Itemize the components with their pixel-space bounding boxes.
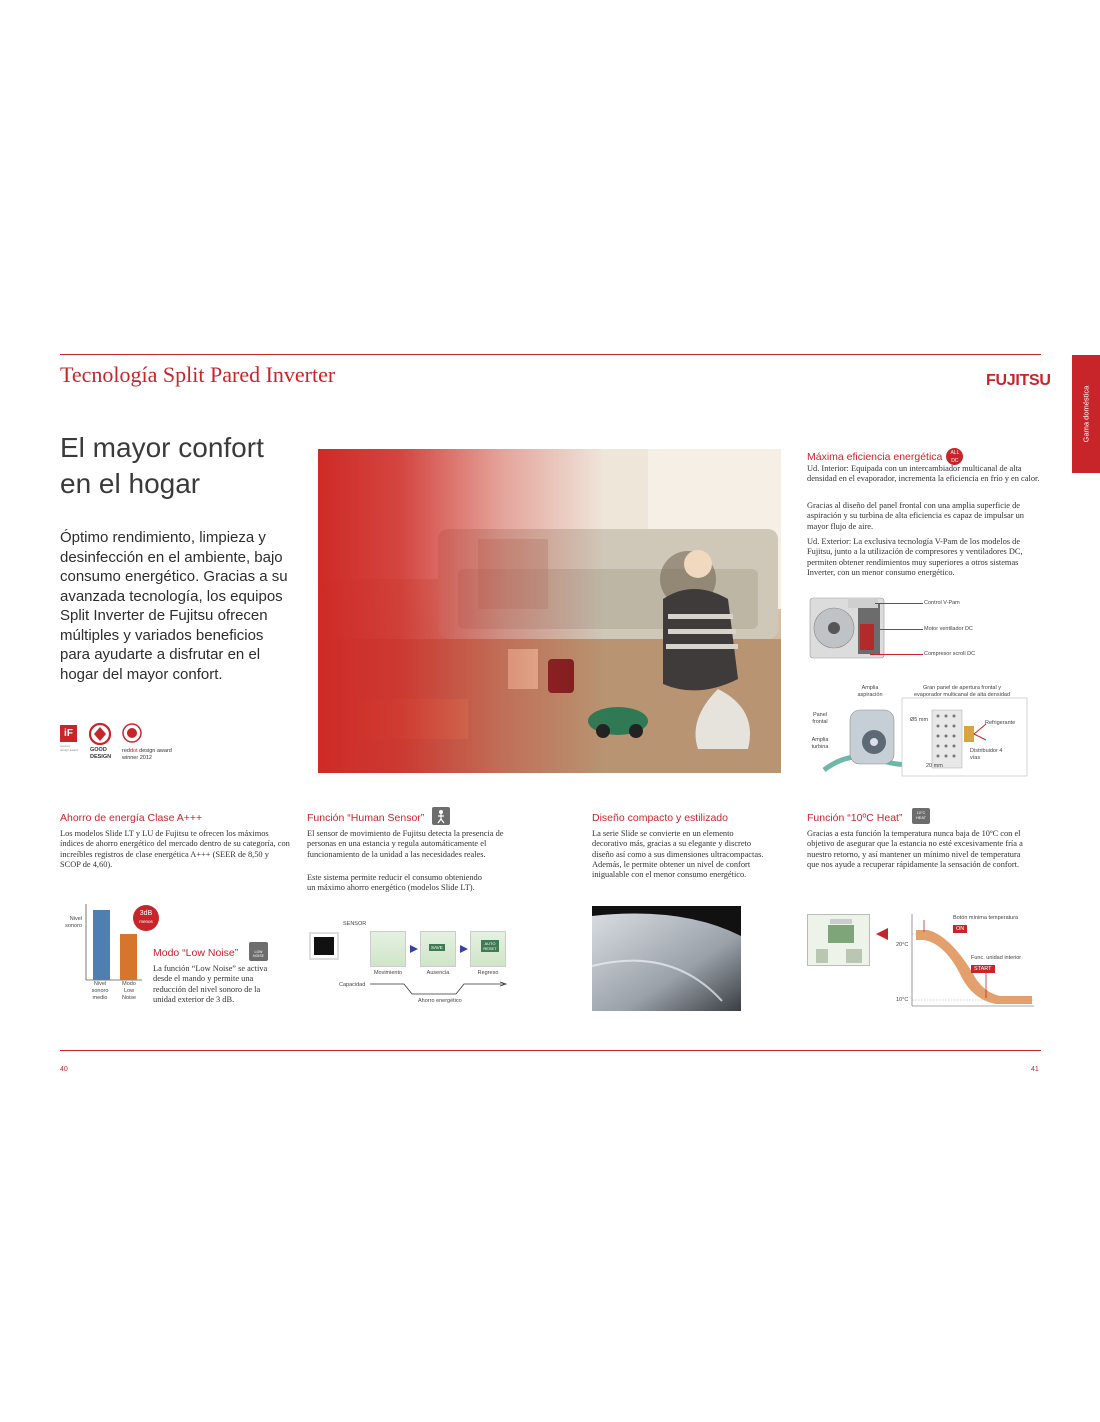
hero-title-line1: El mayor confort: [60, 432, 264, 463]
header-rule: [60, 354, 1041, 355]
badge-sub: menos: [139, 919, 153, 924]
label-panel-frontal: Panel frontal: [812, 712, 828, 725]
good-design-label: GOOD DESIGN: [90, 747, 112, 760]
heat10-text: Gracias a esta función la temperatura nunca baja de 10ºC con el objetivo de asegurar que la estancia no esté excesivamente fría a nuestro retorno, y así mantener un mínimo nivel de temperatura que nos ayude a recuperar rápidamente la sensación de confort.: [807, 829, 1023, 869]
brand-text: FUJITSU: [986, 372, 1051, 389]
human-sensor-p1: El sensor de movimiento de Fujitsu detecta la presencia de personas en una estancia y regula automáticamente el funcionamiento de la unidad a las necesidades reales.: [307, 829, 504, 859]
footer-rule: [60, 1050, 1041, 1051]
label-5mm: Ø5 mm: [910, 717, 929, 723]
slide-unit-shape: [592, 906, 741, 1011]
slide-unit-photo: [592, 906, 741, 1011]
section-title: Tecnología Split Pared Inverter: [60, 362, 336, 387]
label-amplia-turbina: Amplia turbina: [811, 737, 829, 750]
if-award-subtext: product design award: [60, 744, 78, 752]
if-award-text: iF: [64, 728, 73, 739]
label-distribuidor: Distribuidor 4 vías: [970, 748, 1003, 761]
awards: [60, 723, 260, 765]
all-dc-icon: ALL DC: [946, 448, 963, 465]
efficiency-p2: Gracias al diseño del panel frontal con una amplia superficie de aspiración y su turbina de alta eficiencia es capaz de impulsar un mayor flujo de aire.: [807, 501, 1024, 531]
leader-line-3: [870, 654, 923, 655]
fujitsu-logo: [986, 372, 1051, 390]
side-tab: [1072, 355, 1100, 473]
leader-line-2: [880, 629, 923, 630]
reddot-suffix: design award: [137, 748, 172, 754]
hero-title: [60, 430, 300, 502]
hero-photo-gradient: [318, 449, 781, 773]
sensor-device: [309, 932, 339, 960]
noise-reduction-badge: [133, 905, 159, 931]
start-badge: START: [971, 965, 995, 973]
good-design-logo: [89, 723, 111, 745]
label-boton-minima: Botón mínima temperatura: [953, 915, 1019, 921]
low-noise-icon-text: LOW NOISE: [253, 950, 264, 958]
human-sensor-title: Función “Human Sensor”: [307, 812, 425, 824]
reddot-logo: [122, 723, 142, 743]
heat10-icon: [912, 808, 930, 824]
label-amplia-aspiracion: Amplia aspiración: [857, 685, 883, 698]
label-refrigerante: Refrigerante: [985, 720, 1016, 726]
if-award-logo: [60, 725, 77, 742]
step-regreso: Regreso: [477, 970, 499, 976]
heat10-room-scene: [808, 915, 871, 967]
low-noise-text: La función “Low Noise” se activa desde el mando y permite una reducción del nivel sonoro de la unidad exterior de 3 dB.: [153, 964, 268, 1004]
low-noise-icon: [249, 942, 268, 961]
capacidad-label: Capacidad: [339, 982, 366, 988]
noise-bar-lownoise: [120, 934, 137, 980]
ahorro-energetico-label: Ahorro energético: [418, 998, 462, 1004]
outdoor-label-1: Control V-Pam: [924, 600, 960, 606]
person-icon: [432, 807, 450, 825]
noise-bar1-label: Nivel sonoro medio: [91, 981, 109, 1001]
compacto-title: Diseño compacto y estilizado: [592, 812, 728, 824]
hero-photo: [318, 449, 781, 773]
reddot-highlight: dot: [129, 748, 138, 754]
reddot-label: [122, 748, 172, 761]
sensor-label: SENSOR: [343, 921, 367, 927]
efficiency-title-text: Máxima eficiencia energética: [807, 450, 943, 463]
efficiency-title: [807, 448, 963, 465]
label-10c: 10°C: [896, 997, 909, 1003]
ahorro-text: Los modelos Slide LT y LU de Fujitsu te ofrecen los máximos índices de ahorro energético del mercado dentro de su categoría, con increíbles registros de clase energética A+++ (SEER de 8,50 y SCOP de 4,60).: [60, 829, 290, 869]
capacity-curve: [368, 980, 508, 1000]
heat10-arrow: [874, 926, 890, 942]
badge-value: 3dB: [139, 910, 153, 917]
reddot-prefix: red: [122, 748, 130, 754]
label-20mm: 20 mm: [926, 763, 943, 769]
side-tab-label: Gama doméstica: [1081, 385, 1091, 443]
human-sensor-icon: [432, 807, 450, 825]
indoor-unit-illustration: [820, 690, 1030, 778]
auto-reset-tag: AUTO RESET: [481, 940, 499, 952]
leader-line-1: [875, 603, 923, 604]
low-noise-title: Modo “Low Noise”: [153, 947, 239, 959]
hero-lead: Óptimo rendimiento, limpieza y desinfección en el ambiente, bajo consumo energético. Gracias a su avanzada tecnología, los equipos Split Inverter de Fujitsu ofrecen múltiples y variados beneficios para ayudarte a disfrutar en el hogar del mayor confort.: [60, 529, 288, 683]
efficiency-p1: Ud. Interior: Equipada con un intercambiador multicanal de alta densidad en el evaporador, incrementa la eficiencia en frío y en calor.: [807, 464, 1040, 484]
step-movimiento: Movimiento: [373, 970, 403, 976]
save-tag: SAVE: [431, 945, 443, 950]
scene-movimiento: [370, 931, 406, 967]
on-badge: ON: [953, 925, 967, 933]
hero-title-line2: en el hogar: [60, 468, 201, 499]
heat10-room: [807, 914, 870, 966]
page-number-right: 41: [1031, 1066, 1039, 1073]
label-20c: 20°C: [896, 942, 909, 948]
outdoor-label-3: Compresor scroll DC: [924, 651, 976, 657]
noise-chart-ylabel: Nivel sonoro: [65, 916, 82, 929]
human-sensor-p2: Este sistema permite reducir el consumo obteniendo un máximo ahorro energético (modelos Slide LT).: [307, 873, 482, 893]
efficiency-p3: Ud. Exterior: La exclusiva tecnología V-Pam de los modelos de Fujitsu, junto a la utilización de compresores y ventiladores DC, permiten obtener rendimientos muy superiores a otros sistemas Inverter, con un menor consumo energético.: [807, 537, 1023, 577]
noise-bar-normal: [93, 910, 110, 980]
reddot-year: winner 2012: [122, 754, 152, 761]
label-func-unidad: Func. unidad interior: [971, 955, 1022, 961]
noise-bar2-label: Modo Low Noise: [121, 981, 137, 1001]
step-ausencia: Ausencia: [426, 970, 450, 976]
ahorro-title: Ahorro de energía Clase A+++: [60, 812, 203, 824]
page-number-left: 40: [60, 1066, 68, 1073]
heat10-icon-text: 10°C HEAT: [916, 811, 926, 820]
sensor-arrows: [406, 944, 472, 954]
outdoor-label-2: Motor ventilador DC: [924, 626, 973, 632]
compacto-text: La serie Slide se convierte en un elemento decorativo más, gracias a su elegante y discreto diseño así como a sus dimensiones ultracompactas. Además, le permite obtener un nivel de confort inigualable con el menor consumo energético.: [592, 829, 764, 880]
scene-regreso: [470, 931, 506, 967]
label-gran-panel: Gran panel de apertura frontal y evaporador multicanal de alta densidad: [914, 685, 1011, 698]
heat10-title: Función “10ºC Heat”: [807, 812, 903, 824]
